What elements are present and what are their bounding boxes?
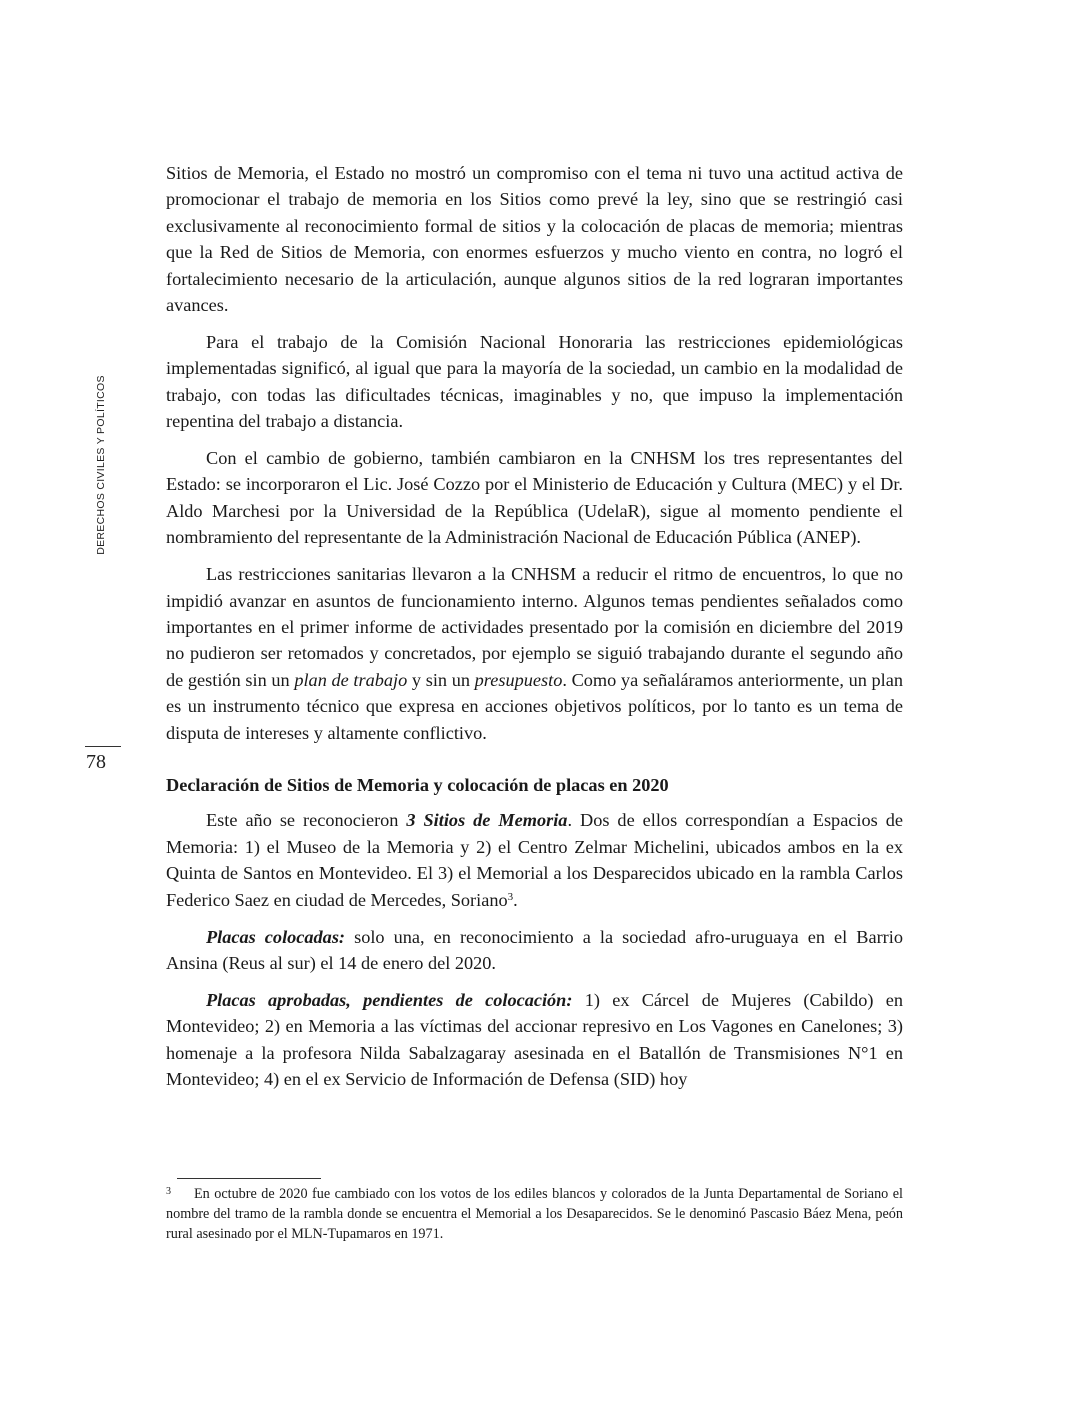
paragraph-4-text-c: . Como ya señaláramos anteriormente, un plan es un instrumento técnico que expresa en acciones objetivos políticos, por lo tanto es un tema de disputa de intereses y altamente conflictivo. bbox=[166, 669, 904, 743]
running-head-text: DERECHOS CIVILES Y POLÍTICOS bbox=[95, 375, 108, 555]
page-number-rule bbox=[85, 746, 121, 747]
paragraph-1: Sitios de Memoria, el Estado no mostró un compromiso con el tema ni tuvo una actitud activa de promocionar el trabajo de memoria en los Sitios como prevé la ley, sino que se restringió casi exclusivamente al reconocimiento formal de sitios y la colocación de placas de memoria; mientras que la Red de Sitios de Memoria, con enormes esfuerzos y mucho viento en contra, no logró el fortalecimiento necesario de la articulación, aunque algunos sitios de la red lograran importantes avances. bbox=[166, 163, 903, 316]
paragraph-7 bbox=[166, 987, 903, 1093]
paragraph-6 bbox=[166, 924, 903, 977]
paragraph-4-text-b: y sin un bbox=[407, 669, 475, 690]
footnote-reference: 3 bbox=[507, 890, 514, 903]
sitios-count-emphasis: 3 Sitios de Memoria bbox=[406, 810, 568, 831]
paragraph-5 bbox=[166, 807, 903, 913]
body-text bbox=[166, 160, 903, 1103]
running-head bbox=[86, 370, 116, 560]
footnote-text: En octubre de 2020 fue cambiado con los votos de los ediles blancos y colorados de la Junta Departamental de Soriano el nombre del tramo de la rambla donde se encuentra el Memorial a los Desaparecidos. Se le denominó Pascasio Báez Mena, peón rural asesinado por el MLN-Tupamaros en 1971. bbox=[166, 1186, 903, 1242]
paragraph-6-text: solo una, en reconocimiento a la sociedad afro-uruguaya en el Barrio Ansina (Reus al sur) el 14 de enero del 2020. bbox=[166, 926, 903, 973]
page-number: 78 bbox=[86, 751, 106, 773]
paragraph-4 bbox=[166, 561, 903, 746]
section-heading: Declaración de Sitios de Memoria y colocación de placas en 2020 bbox=[166, 775, 669, 796]
presupuesto-emphasis: presupuesto bbox=[474, 669, 563, 690]
paragraph-3: Con el cambio de gobierno, también cambiaron en la CNHSM los tres representantes del Estado: se incorporaron el Lic. José Cozzo por el Ministerio de Educación y Cultura (MEC) y el Dr. Aldo Marchesi por la Universidad de la República (UdelaR), sigue al momento pendiente el nombramiento del representante de la Administración Nacional de Educación Pública (ANEP). bbox=[166, 448, 903, 548]
paragraph-5-text-a: Este año se reconocieron bbox=[206, 810, 407, 831]
paragraph-2: Para el trabajo de la Comisión Nacional Honoraria las restricciones epidemiológicas implementadas significó, al igual que para la mayoría de la sociedad, un cambio en la modalidad de trabajo, con todas las dificultades técnicas, imaginables y no, que impuso la implementación repentina del trabajo a distancia. bbox=[166, 331, 903, 432]
paragraph-7-text: 1) ex Cárcel de Mujeres (Cabildo) en Montevideo; 2) en Memoria a las víctimas del accionar represivo en Los Vagones en Canelones; 3) homenaje a la profesora Nilda Sabalzagaray asesinada en el Batallón de Transmisiones N°1 en Montevideo; 4) en el ex Servicio de Información de Defensa (SID) hoy bbox=[166, 989, 904, 1090]
footnote-rule bbox=[177, 1178, 321, 1179]
paragraph-5-text-b: . Dos de ellos correspondían a Espacios de Memoria: 1) el Museo de la Memoria y 2) el Centro Zelmar Michelini, ubicados ambos en la ex Quinta de Santos en Montevideo. El 3) el Memorial a los Desparecidos ubicado en la rambla Carlos Federico Saez en ciudad de Mercedes, Soriano bbox=[166, 810, 903, 910]
placas-colocadas-label: Placas colocadas: bbox=[206, 926, 346, 947]
plan-de-trabajo-emphasis: plan de trabajo bbox=[294, 669, 408, 690]
paragraph-5-text-c: . bbox=[513, 889, 518, 910]
paragraph-4-text-a: Las restricciones sanitarias llevaron a la CNHSM a reducir el ritmo de encuentros, lo que no impidió avanzar en asuntos de funcionamiento interno. Algunos temas pendientes señalados como importantes en el primer informe de actividades presentado por la comisión en diciembre del 2019 no pudieron ser retomados y concretados, por ejemplo se siguió trabajando durante el segundo año de gestión sin un bbox=[166, 564, 903, 690]
placas-aprobadas-label: Placas aprobadas, pendientes de colocación: bbox=[206, 989, 573, 1010]
footnote: 3 En octubre de 2020 fue cambiado con los votos de los ediles blancos y colorados de la Junta Departamental de Soriano el nombre del tramo de la rambla donde se encuentra el Memorial a los Desaparecidos. Se le denominó Pascasio Báez Mena, peón rural asesinado por el MLN-Tupamaros en 1971. bbox=[166, 1186, 903, 1242]
